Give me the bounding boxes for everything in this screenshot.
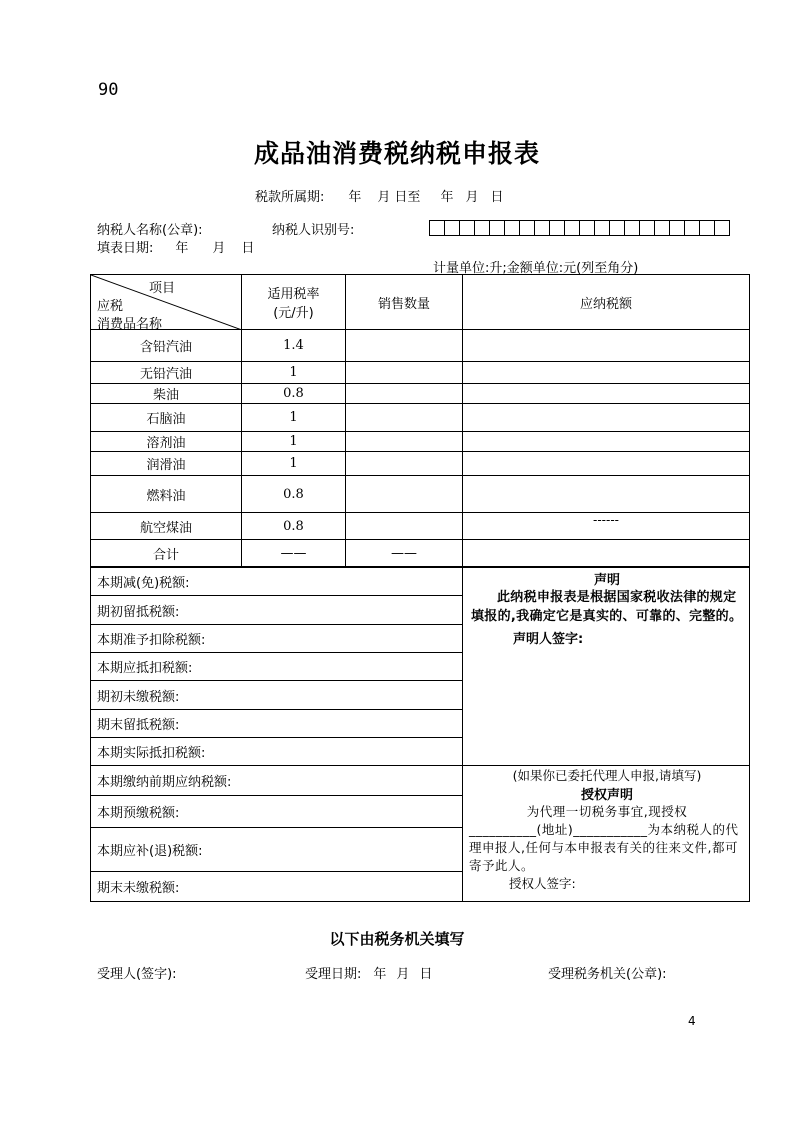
- header-rate: [242, 275, 346, 330]
- authorization-line1: 为代理一切税务事宜,现授权: [526, 804, 688, 819]
- quantity-cell[interactable]: [346, 513, 463, 540]
- page-number-top: 90: [98, 80, 119, 100]
- period-year2: 年: [440, 190, 454, 205]
- item-prior-payment[interactable]: 本期缴纳前期应纳税额:: [91, 766, 463, 796]
- item-supplement-refund[interactable]: 本期应补(退)税额:: [91, 828, 463, 872]
- taxpayer-name-label: 纳税人名称(公章):: [97, 223, 203, 238]
- item-opening-unpaid[interactable]: 期初未缴税额:: [91, 681, 463, 710]
- item-actual-deduction[interactable]: 本期实际抵扣税额:: [91, 738, 463, 766]
- item-deductible[interactable]: 本期准予扣除税额:: [91, 625, 463, 653]
- total-label: 合计: [91, 540, 242, 568]
- tax-cell[interactable]: [463, 432, 750, 452]
- quantity-cell[interactable]: [346, 384, 463, 404]
- deduction-row: [91, 567, 750, 596]
- authorization-line2: __________(地址)___________为本纳税人的代理申报人,任何与本申报表有关的往来文件,都可寄予此人。: [469, 822, 739, 873]
- header-diagonal-cell: [91, 275, 242, 330]
- tax-cell[interactable]: [463, 384, 750, 404]
- table-row: [91, 476, 750, 513]
- header-tax-payable: 应纳税额: [463, 275, 750, 330]
- product-name: 含铅汽油: [91, 330, 242, 362]
- receive-date-month: 月: [396, 967, 410, 982]
- tax-cell[interactable]: [463, 362, 750, 384]
- product-name: 无铅汽油: [91, 362, 242, 384]
- product-name: 柴油: [91, 384, 242, 404]
- item-closing-credit[interactable]: 期末留抵税额:: [91, 710, 463, 738]
- declaration-title: 声明: [593, 573, 620, 588]
- receive-date: [305, 963, 432, 982]
- tax-cell[interactable]: [463, 476, 750, 513]
- tax-cell[interactable]: [463, 330, 750, 362]
- rate-value: 1: [242, 452, 346, 476]
- total-quantity: ——: [346, 540, 463, 568]
- rate-value: 1: [242, 432, 346, 452]
- table-row: [91, 452, 750, 476]
- receive-date-year: 年: [373, 967, 387, 982]
- declaration-body: 此纳税申报表是根据国家税收法律的规定填报的,我确定它是真实的、可靠的、完整的。: [471, 590, 743, 624]
- header-item: 项目: [149, 281, 176, 296]
- rate-value: 0.8: [242, 384, 346, 404]
- header-rate-line2: (元/升): [273, 306, 314, 321]
- table-row: [91, 384, 750, 404]
- table-row: [91, 432, 750, 452]
- fill-date-label: 填表日期:: [97, 241, 154, 256]
- authorizer-signature[interactable]: 授权人签字:: [509, 876, 576, 891]
- authorization-title: 授权声明: [580, 788, 633, 803]
- product-name: 燃料油: [91, 476, 242, 513]
- authorization-box: [463, 766, 750, 902]
- deduction-table: [90, 566, 750, 902]
- product-name: 石脑油: [91, 404, 242, 432]
- item-reduction[interactable]: 本期减(免)税额:: [91, 567, 463, 596]
- tax-period-label: 税款所属期:: [255, 190, 325, 205]
- header-quantity: 销售数量: [346, 275, 463, 330]
- total-tax-cell[interactable]: [463, 540, 750, 568]
- fill-date: [97, 237, 254, 256]
- rate-value: 1.4: [242, 330, 346, 362]
- quantity-cell[interactable]: [346, 476, 463, 513]
- product-name: 溶剂油: [91, 432, 242, 452]
- total-rate: ——: [242, 540, 346, 568]
- receiver-label[interactable]: 受理人(签字):: [97, 967, 177, 982]
- item-prepaid[interactable]: 本期预缴税额:: [91, 796, 463, 828]
- header-product-name: 消费品名称: [97, 317, 163, 332]
- tax-period: [255, 186, 503, 205]
- quantity-cell[interactable]: [346, 432, 463, 452]
- table-row: [91, 362, 750, 384]
- header-taxable: 应税: [97, 299, 124, 314]
- page-number-bottom: 4: [688, 1014, 696, 1028]
- total-row: [91, 540, 750, 568]
- item-creditable[interactable]: 本期应抵扣税额:: [91, 653, 463, 681]
- table-row: [91, 513, 750, 540]
- item-opening-credit[interactable]: 期初留抵税额:: [91, 596, 463, 625]
- quantity-cell[interactable]: [346, 404, 463, 432]
- period-month2: 月: [465, 190, 479, 205]
- units-note: 计量单位:升;金额单位:元(列至角分): [433, 261, 639, 276]
- period-year: 年: [348, 190, 362, 205]
- tax-authority-section-title: 以下由税务机关填写: [329, 930, 465, 948]
- receive-date-label: 受理日期:: [305, 967, 362, 982]
- table-row: [91, 330, 750, 362]
- header-rate-line1: 适用税率: [267, 287, 320, 302]
- product-name: 航空煤油: [91, 513, 242, 540]
- tax-cell[interactable]: ------: [463, 513, 750, 540]
- rate-value: 0.8: [242, 513, 346, 540]
- table-header-row: [91, 275, 750, 330]
- rate-value: 1: [242, 362, 346, 384]
- fill-date-year: 年: [175, 241, 189, 256]
- quantity-cell[interactable]: [346, 452, 463, 476]
- declaration-box: [463, 567, 750, 766]
- quantity-cell[interactable]: [346, 330, 463, 362]
- receive-date-day: 日: [419, 967, 433, 982]
- period-day-to: 日至: [394, 190, 421, 205]
- period-month: 月: [377, 190, 391, 205]
- quantity-cell[interactable]: [346, 362, 463, 384]
- tax-cell[interactable]: [463, 452, 750, 476]
- table-row: [91, 404, 750, 432]
- rate-value: 1: [242, 404, 346, 432]
- taxpayer-id-label: 纳税人识别号:: [272, 223, 355, 238]
- fill-date-month: 月: [212, 241, 226, 256]
- item-closing-unpaid[interactable]: 期末未缴税额:: [91, 872, 463, 902]
- taxpayer-id-boxes[interactable]: [429, 220, 730, 236]
- tax-rate-table: [90, 274, 750, 568]
- authorization-note: (如果你已委托代理人申报,请填写): [512, 768, 702, 783]
- payment-row: [91, 766, 750, 796]
- rate-value: 0.8: [242, 476, 346, 513]
- receive-office-label[interactable]: 受理税务机关(公章):: [548, 967, 667, 982]
- product-name: 润滑油: [91, 452, 242, 476]
- declarant-signature[interactable]: 声明人签字:: [513, 632, 584, 647]
- fill-date-day: 日: [241, 241, 255, 256]
- period-day2: 日: [490, 190, 504, 205]
- tax-cell[interactable]: [463, 404, 750, 432]
- form-title: 成品油消费税纳税申报表: [253, 139, 540, 168]
